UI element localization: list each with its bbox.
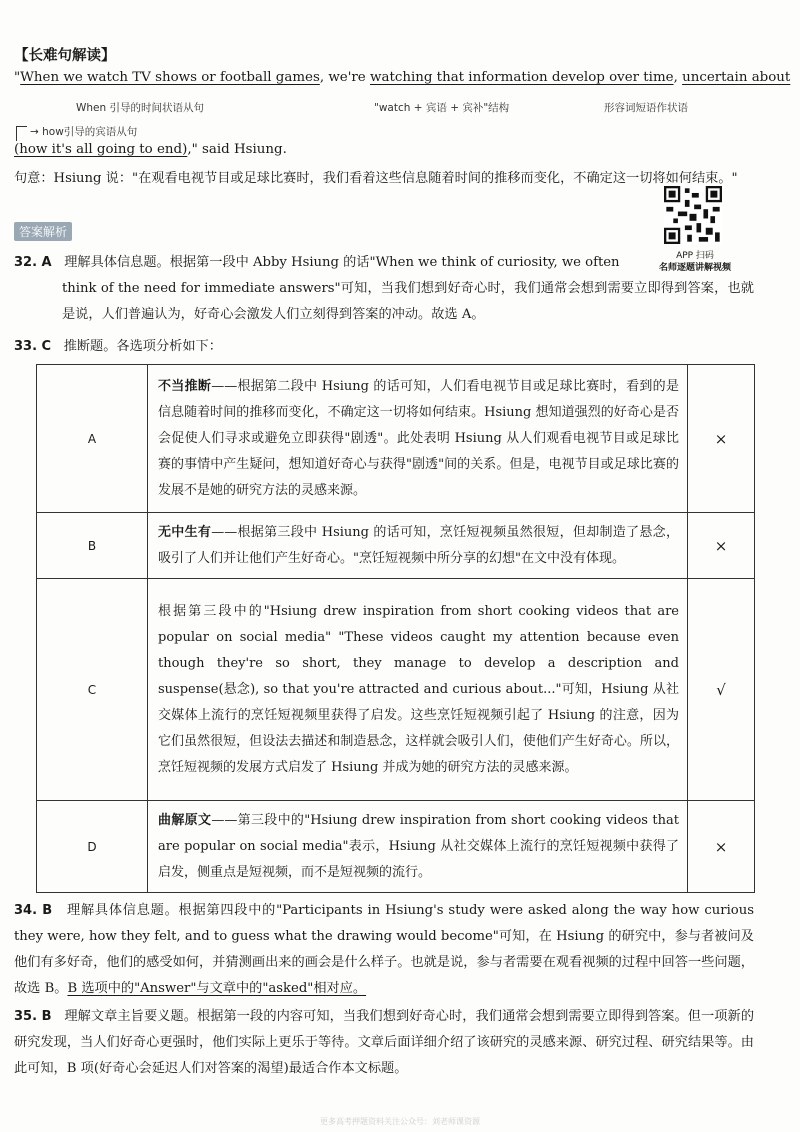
option-analysis-table: [36, 364, 755, 893]
q32-explanation: think of the need for immediate answers"可知，当我们想到好奇心时，我们通常会想到需要立即得到答案，也就是说，人们普遍认为，好奇心会激发人们立刻得到答案的冲动。故选 A。: [62, 281, 754, 322]
q32-number: 32. A: [14, 255, 52, 270]
table-row: [37, 365, 755, 513]
q35-explanation: 35. B 理解文章主旨要义题。根据第一段的内容可知，当我们想到好奇心时，我们通常会想到需要立即得到答案。但一项新的研究发现，当人们好奇心更强时，他们实际上更乐于等待。文章后面详细介绍了该研究的灵感来源、研究过程、研究结果等。由此可知，B 项(好奇心会延迟人们对答案的渴望)最适合作本文标题。: [14, 1009, 755, 1076]
sentence-part-how-clause: (how it's all going to end): [14, 142, 188, 157]
qr-caption: APP 扫码 名师逐题讲解视频: [658, 251, 731, 273]
sentence-part-watch-structure: watching that information develop over time: [370, 70, 674, 85]
option-analysis: 无中生有——根据第三段中 Hsiung 的话可知，烹饪短视频虽然很短，但却制造了悬念，吸引了人们并让他们产生好奇心。"烹饪短视频中所分享的幻想"在文中没有体现。: [148, 513, 688, 579]
annotation-how-clause: → how引导的宾语从句: [30, 126, 138, 138]
table-row: [37, 801, 755, 893]
annotation-adj-phrase: 形容词短语作状语: [604, 102, 688, 114]
long-sentence: "When we watch TV shows or football games, we're watching that information develop over time, uncertain about: [14, 70, 791, 85]
annotation-watch-structure: "watch + 宾语 + 宾补"结构: [374, 102, 510, 114]
table-row: [37, 579, 755, 801]
q34-explanation: 34. B 理解具体信息题。根据第四段中的"Participants in Hsiung's study were asked along the way how curious they were, how they felt, and to guess what the drawing would become"可知，在 Hsiung 的研究中，参与者被问及他们有多好奇，他们的感受如何，并猜测画出来的画会是什么样子。也就是说，参与者需要在观看视频的过程中回答一些问题，故选 B。B 选项中的"Answer"与文章中的"asked"相对应。: [14, 903, 754, 996]
annotation-when-clause: When 引导的时间状语从句: [76, 102, 204, 114]
option-label: B: [37, 513, 148, 579]
answer-analysis-tag: 答案解析: [14, 222, 72, 241]
q32-line1: 32. A 理解具体信息题。根据第一段中 Abby Hsiung 的话"When we think of curiosity, we often: [14, 255, 620, 270]
annotation-arrow: [16, 126, 27, 141]
q35-number: 35. B: [14, 1009, 52, 1024]
footer-watermark: 更多高考押题资料关注公众号：刘老师课资源: [320, 1117, 480, 1126]
option-analysis: 不当推断——根据第二段中 Hsiung 的话可知，人们看电视节目或足球比赛时，看到的是信息随着时间的推移而变化，不确定这一切将如何结束。Hsiung 想知道强烈的好奇心是否会促使人们寻求或避免立即获得"剧透"。此处表明 Hsiung 从人们观看电视节目或足球比赛的事情中产生疑问，想知道好奇心与获得"剧透"间的关系。但是，电视节目或足球比赛的发展不是她的研究方法的灵感来源。: [148, 365, 688, 513]
option-label: D: [37, 801, 148, 893]
option-mark: √: [688, 579, 755, 801]
option-label: A: [37, 365, 148, 513]
q33-number: 33. C: [14, 339, 52, 354]
option-mark: ×: [688, 365, 755, 513]
option-analysis: 根据第三段中的"Hsiung drew inspiration from short cooking videos that are popular on social media" "These videos caught my attention because even though they're so short, they manage to develop a description and suspense(悬念), so that you're attracted and curious about..."可知，Hsiung 从社交媒体上流行的烹饪短视频里获得了启发。这些烹饪短视频引起了 Hsiung 的注意，因为它们虽然很短，但设法去描述和制造悬念，这样就会吸引人们，使他们产生好奇心。所以，烹饪短视频的发展方式启发了 Hsiung 并成为她的研究方法的灵感来源。: [148, 579, 688, 801]
qr-code-icon[interactable]: [664, 186, 722, 244]
long-sentence-continued: (how it's all going to end)," said Hsiung.: [14, 142, 287, 157]
option-mark: ×: [688, 513, 755, 579]
sentence-translation: 句意：Hsiung 说："在观看电视节目或足球比赛时，我们看着这些信息随着时间的推移而变化，不确定这一切将如何结束。": [14, 171, 738, 186]
table-row: [37, 513, 755, 579]
sentence-part-adj-phrase: uncertain about: [682, 70, 791, 85]
option-mark: ×: [688, 801, 755, 893]
q34-number: 34. B: [14, 903, 53, 918]
q33-heading: 33. C 推断题。各选项分析如下：: [14, 339, 222, 354]
sentence-part-when-clause: When we watch TV shows or football games: [20, 70, 320, 85]
section-title: 【长难句解读】: [14, 48, 116, 64]
option-label: C: [37, 579, 148, 801]
option-analysis: 曲解原文——第三段中的"Hsiung drew inspiration from short cooking videos that are popular on social media"表示，Hsiung 从社交媒体上流行的烹饪短视频中获得了启发，侧重点是短视频，而不是短视频的流行。: [148, 801, 688, 893]
